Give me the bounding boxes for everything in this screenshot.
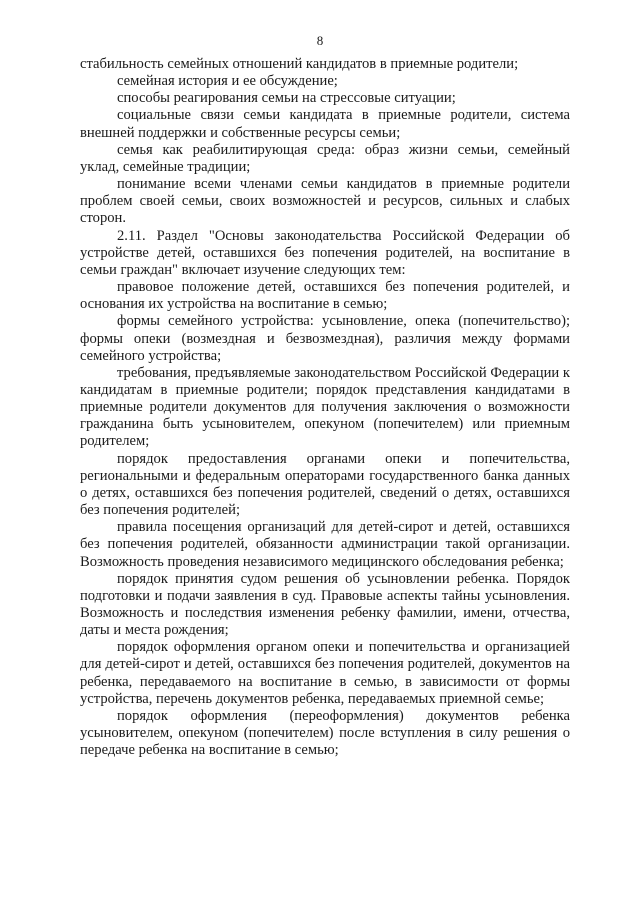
paragraph: порядок оформления (переоформления) документов ребенка усыновителем, опекуном (попечителем) после вступления в силу решения о передаче ребенка на воспитание в семью; <box>80 707 570 759</box>
paragraph: семья как реабилитирующая среда: образ жизни семьи, семейный уклад, семейные традиции; <box>80 141 570 175</box>
paragraph: порядок оформления органом опеки и попечительства и организацией для детей-сирот и детей, оставшихся без попечения родителей, документов на ребенка, передаваемого на воспитание в семью, в зависимости от формы устройства, перечень документов ребенка, передаваемых приемной семье; <box>80 639 570 707</box>
page-number: 8 <box>316 33 324 48</box>
paragraph: семейная история и ее обсуждение; <box>117 73 338 90</box>
section-heading-paragraph: 2.11. Раздел "Основы законодательства Российской Федерации об устройстве детей, оставшихся без попечения родителей, на воспитание в семьи граждан" включает изучение следующих тем: <box>80 227 570 278</box>
paragraph: без попечения родителей, обязанности администрации такой организации. Возможность проведения независимого медицинского обследования ребенка; <box>80 536 570 570</box>
paragraph: правила посещения организаций для детей-сирот и детей, оставшихся <box>117 519 570 536</box>
paragraph: правовое положение детей, оставшихся без попечения родителей, и основания их устройства на воспитание в семью; <box>80 279 570 313</box>
paragraph: формы семейного устройства: усыновление, опека (попечительство); формы опеки (возмездная и безвозмездная), различия между формами семейного устройства; <box>80 313 570 364</box>
paragraph: стабильность семейных отношений кандидатов в приемные родители; <box>80 56 519 72</box>
paragraph: социальные связи семьи кандидата в приемные родители, система внешней поддержки и собственные ресурсы семьи; <box>80 107 570 141</box>
paragraph: требования, предъявляемые законодательством Российской Федерации к кандидатам в приемные родители; порядок представления кандидатами в приемные родители документов для получения заключения о возможности гражданина быть усыновителем, опекуном (попечителем) или приемным родителем; <box>80 364 570 450</box>
paragraph: порядок принятия судом решения об усыновлении ребенка. Порядок подготовки и подачи заявления в суд. Правовые аспекты тайны усыновления. Возможность и последствия изменения ребенку фамилии, имени, отчества, даты и места рождения; <box>80 570 570 639</box>
paragraph: порядок предоставления органами опеки и попечительства, региональными и федеральным операторами государственного банка данных о детях, оставшихся без попечения родителей, сведений о детях, оставшихся без попечения родителей; <box>80 450 570 519</box>
paragraph: способы реагирования семьи на стрессовые ситуации; <box>117 90 456 107</box>
document-body <box>80 56 570 759</box>
paragraph: понимание всеми членами семьи кандидатов в приемные родители проблем своей семьи, своих возможностей и ресурсов, сильных и слабых сторон. <box>80 176 570 227</box>
